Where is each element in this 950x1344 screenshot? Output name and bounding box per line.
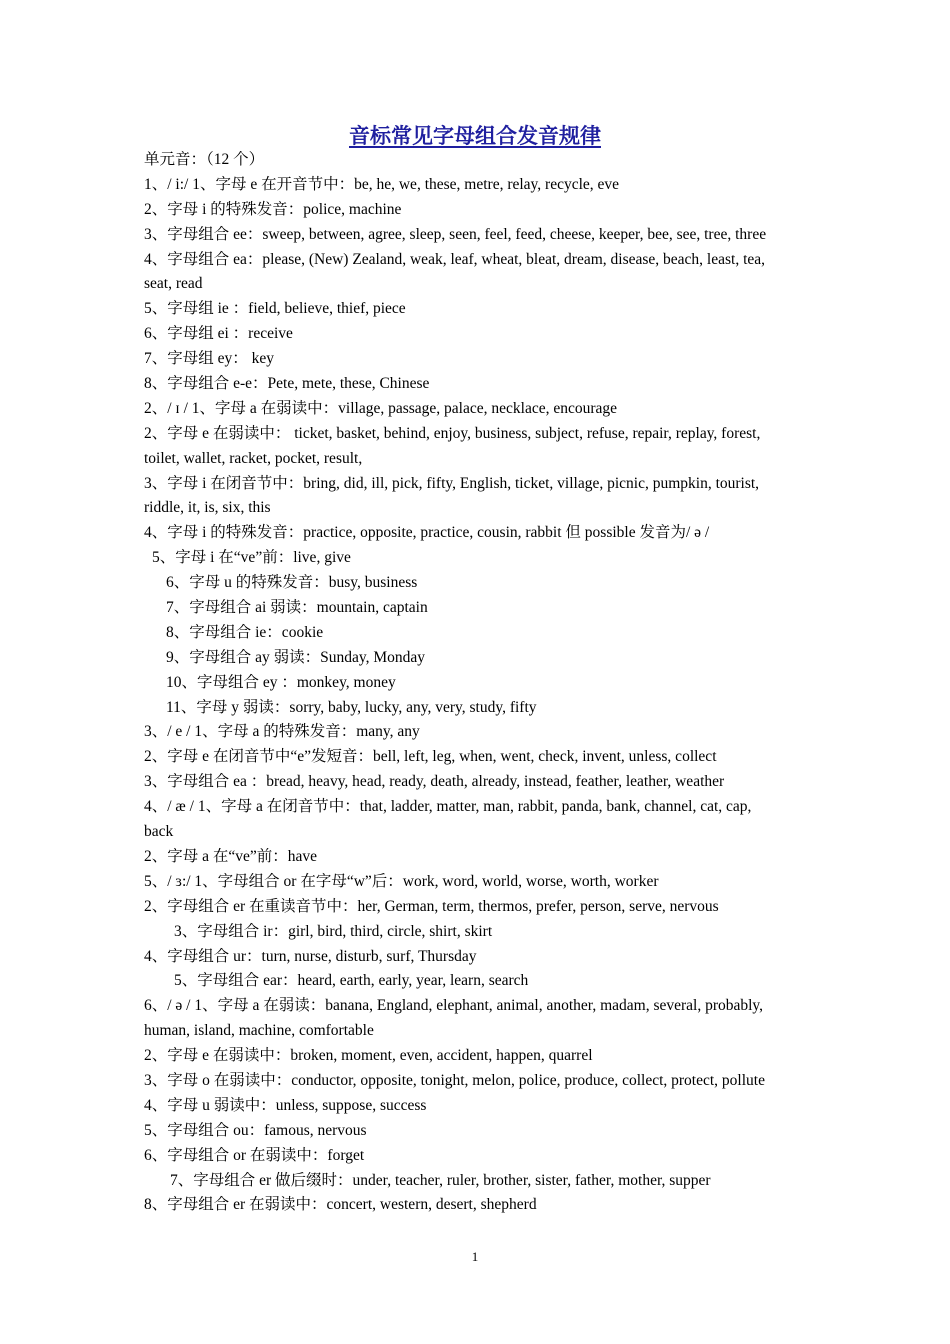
- text-line: 1、/ i:/ 1、字母 e 在开音节中：be, he, we, these, metre, relay, recycle, eve: [144, 175, 620, 193]
- text-line: 6、字母 u 的特殊发音：busy, business: [166, 574, 418, 592]
- text-line: 7、字母组 ey： key: [144, 350, 275, 368]
- text-line: 2、字母 e 在弱读中：broken, moment, even, accident, happen, quarrel: [144, 1047, 593, 1065]
- text-line: 2、字母 a 在“ve”前：have: [144, 847, 318, 865]
- text-line: 4、/ æ / 1、字母 a 在闭音节中：that, ladder, matter, man, rabbit, panda, bank, channel, cat, cap,: [144, 798, 752, 816]
- text-line: 6、字母组 ei ：receive: [144, 325, 293, 343]
- text-line: 6、/ ə / 1、字母 a 在弱读：banana, England, elephant, animal, another, madam, several, probably,: [144, 997, 764, 1015]
- text-line: 5、字母 i 在“ve”前：live, give: [152, 549, 351, 567]
- text-line: 3、字母 i 在闭音节中：bring, did, ill, pick, fifty, English, ticket, village, picnic, pumpkin, tourist,: [144, 474, 760, 492]
- text-line: 11、字母 y 弱读：sorry, baby, lucky, any, very, study, fifty: [166, 698, 537, 716]
- text-line: 8、字母组合 ie：cookie: [166, 623, 324, 641]
- text-line: 9、字母组合 ay 弱读：Sunday, Monday: [166, 648, 426, 666]
- text-line: 4、字母组合 ea：please, (New) Zealand, weak, leaf, wheat, bleat, dream, disease, beach, least, tea,: [144, 250, 766, 268]
- text-line: toilet, wallet, racket, pocket, result,: [144, 449, 363, 467]
- text-line: 3、字母组合 ea ：bread, heavy, head, ready, death, already, instead, feather, leather, weather: [144, 773, 725, 791]
- text-line: 2、字母 i 的特殊发音：police, machine: [144, 200, 402, 218]
- text-line: 3、字母 o 在弱读中：conductor, opposite, tonight, melon, police, produce, collect, protect, pollute: [144, 1071, 765, 1089]
- text-line: seat, read: [144, 275, 203, 293]
- text-line: 4、字母组合 ur：turn, nurse, disturb, surf, Thursday: [144, 947, 477, 965]
- text-line: 2、字母 e 在弱读中： ticket, basket, behind, enjoy, business, subject, refuse, repair, replay, forest,: [144, 424, 761, 442]
- text-line: 8、字母组合 er 在弱读中：concert, western, desert, shepherd: [144, 1196, 537, 1214]
- text-line: 4、字母 u 弱读中：unless, suppose, success: [144, 1096, 427, 1114]
- text-line: 单元音：（12 个）: [144, 151, 265, 168]
- text-line: 2、/ ɪ / 1、字母 a 在弱读中：village, passage, palace, necklace, encourage: [144, 399, 618, 417]
- text-line: 3、字母组合 ir：girl, bird, third, circle, shirt, skirt: [174, 922, 493, 940]
- page-number: 1: [471, 1249, 479, 1264]
- text-line: 4、字母 i 的特殊发音：practice, opposite, practice, cousin, rabbit 但 possible 发音为/ ə /: [144, 524, 710, 542]
- text-line: 2、字母 e 在闭音节中“e”发短音：bell, left, leg, when, went, check, invent, unless, collect: [144, 748, 717, 766]
- text-line: 6、字母组合 or 在弱读中：forget: [144, 1146, 365, 1164]
- text-line: 3、/ e / 1、字母 a 的特殊发音：many, any: [144, 723, 420, 741]
- text-line: 8、字母组合 e-e：Pete, mete, these, Chinese: [144, 375, 430, 393]
- text-line: 3、字母组合 ee：sweep, between, agree, sleep, seen, feel, feed, cheese, keeper, bee, see, tree, three: [144, 225, 767, 243]
- text-line: 5、字母组合 ear：heard, earth, early, year, learn, search: [174, 972, 529, 990]
- document-title: 音标常见字母组合发音规律: [349, 124, 601, 148]
- text-line: back: [144, 823, 174, 841]
- text-line: 5、/ ɜ:/ 1、字母组合 or 在字母“w”后：work, word, world, worse, worth, worker: [144, 872, 659, 890]
- text-line: 5、字母组合 ou：famous, nervous: [144, 1121, 367, 1139]
- text-line: 5、字母组 ie ：field, believe, thief, piece: [144, 300, 406, 318]
- document-body: [144, 148, 808, 1218]
- text-line: 7、字母组合 er 做后缀时：under, teacher, ruler, brother, sister, father, mother, supper: [170, 1171, 711, 1189]
- text-line: human, island, machine, comfortable: [144, 1022, 374, 1040]
- text-line: 7、字母组合 ai 弱读：mountain, captain: [166, 599, 428, 617]
- text-line: riddle, it, is, six, this: [144, 499, 271, 517]
- text-line: 10、字母组合 ey ：monkey, money: [166, 673, 396, 691]
- text-line: 2、字母组合 er 在重读音节中：her, German, term, thermos, prefer, person, serve, nervous: [144, 897, 719, 915]
